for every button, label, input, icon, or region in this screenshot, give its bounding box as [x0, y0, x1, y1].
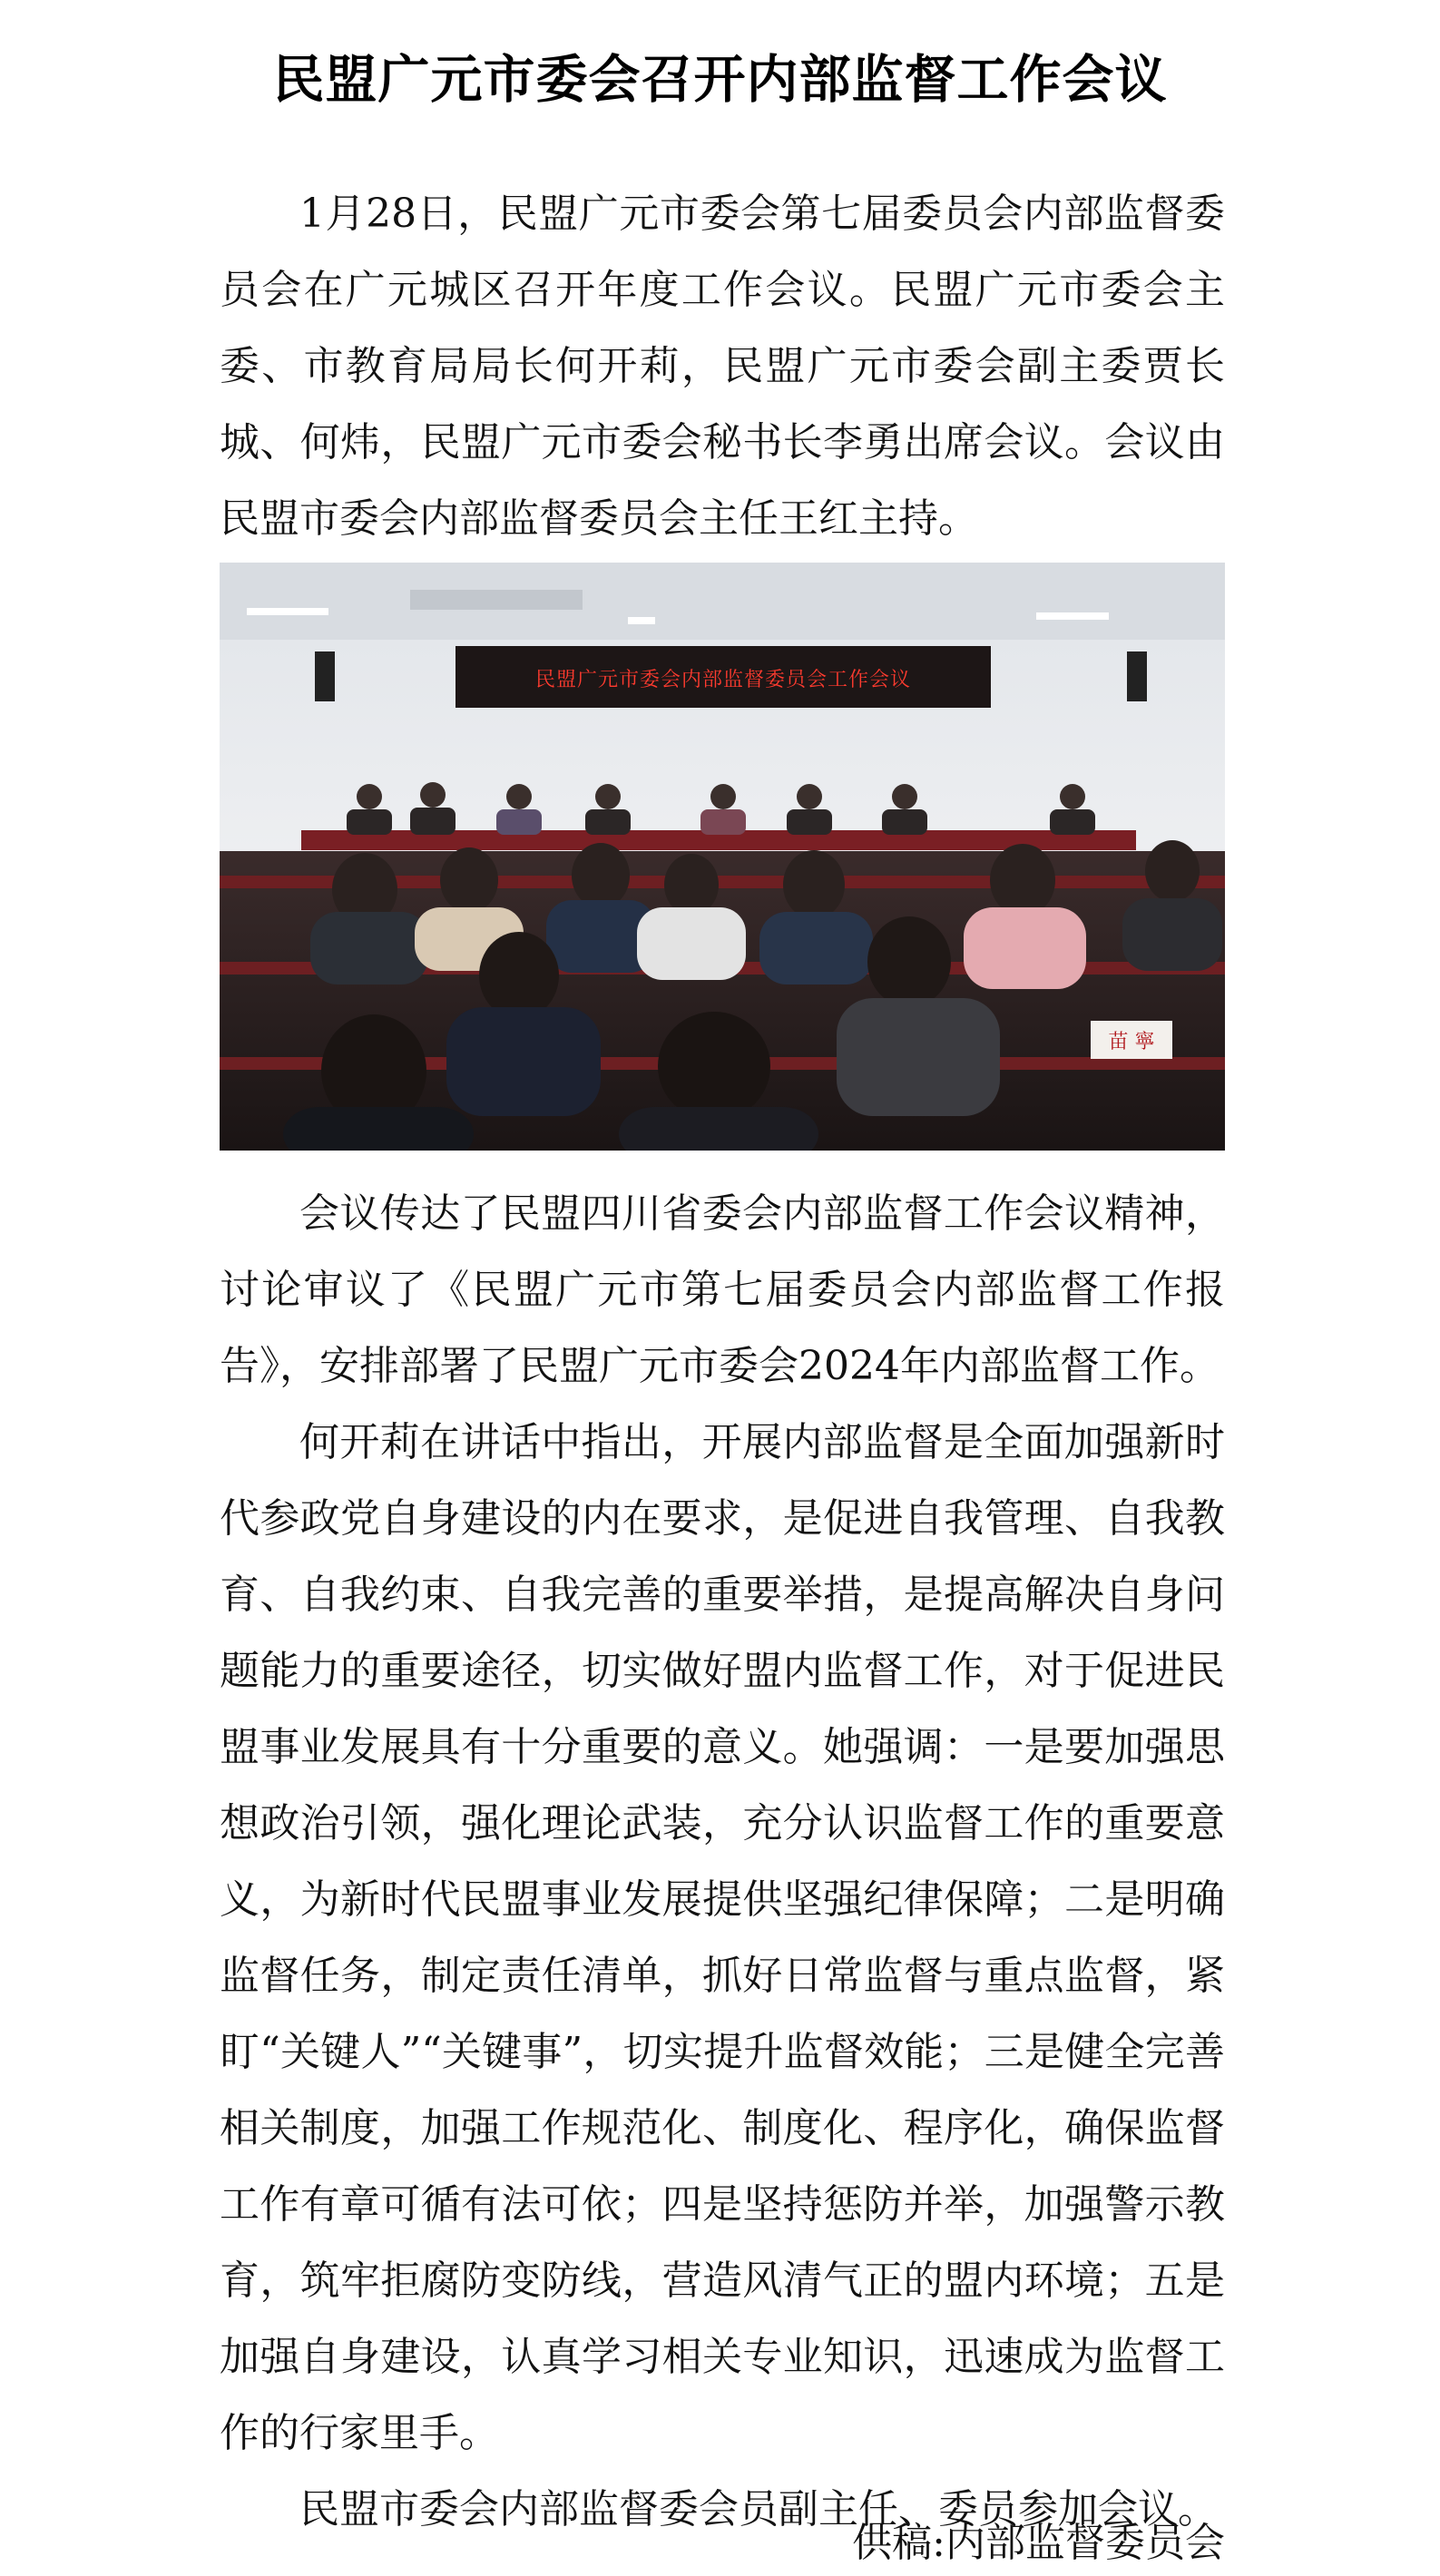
ceiling-light	[628, 617, 655, 624]
ceiling	[220, 563, 1225, 640]
speaker-left	[315, 651, 335, 701]
meeting-photo-illustration	[220, 563, 1225, 1151]
paragraph-attendance: 民盟市委会内部监督委会员副主任、委员参加会议。	[299, 2486, 1218, 2532]
ceiling-light	[1036, 612, 1109, 620]
nameplate-text: 苗 寧	[1108, 1031, 1155, 1053]
ceiling-light	[247, 608, 328, 615]
paragraph-speech: 何开莉在讲话中指出，开展内部监督是全面加强新时代参政党自身建设的内在要求，是促进自我管理、自我教育、自我约束、自我完善的重要举措，是提高解决自身问题能力的重要途径，切实做好盟内监督工作，对于促进民盟事业发展具有十分重要的意义。她强调：一是要加强思想政治引领，强化理论武装，充分认识监督工作的重要意义，为新时代民盟事业发展提供坚强纪律保障；二是明确监督任务，制定责任清单，抓好日常监督与重点监督，紧盯“关键人”“关键事”，切实提升监督效能；三是健全完善相关制度，加强工作规范化、制度化、程序化，确保监督工作有章可循有法可依；四是坚持惩防并举，加强警示教育，筑牢拒腐防变防线，营造风清气正的盟内环境；五是加强自身建设，认真学习相关专业知识，迅速成为监督工作的行家里手。	[220, 1419, 1225, 2456]
paragraph-agenda: 会议传达了民盟四川省委会内部监督工作会议精神，讨论审议了《民盟广元市第七届委员会内部监督工作报告》，安排部署了民盟广元市委会2024年内部监督工作。	[220, 1190, 1225, 1389]
article-credit: 供稿:内部监督委员会	[852, 2520, 1225, 2566]
article-title: 民盟广元市委会召开内部监督工作会议	[272, 49, 1168, 111]
led-banner-text: 民盟广元市委会内部监督委员会工作会议	[534, 669, 912, 691]
ac-vent	[410, 590, 583, 610]
article-body-bottom	[220, 1176, 1225, 2548]
meeting-photo	[220, 563, 1225, 1151]
paragraph-intro: 1月28日，民盟广元市委会第七届委员会内部监督委员会在广元城区召开年度工作会议。民盟广元市委会主委、市教育局局长何开莉，民盟广元市委会副主委贾长城、何炜，民盟广元市委会秘书长李勇出席会议。会议由民盟市委会内部监督委员会主任王红主持。	[220, 191, 1225, 542]
speaker-right	[1127, 651, 1147, 701]
article-body-top	[220, 176, 1225, 557]
